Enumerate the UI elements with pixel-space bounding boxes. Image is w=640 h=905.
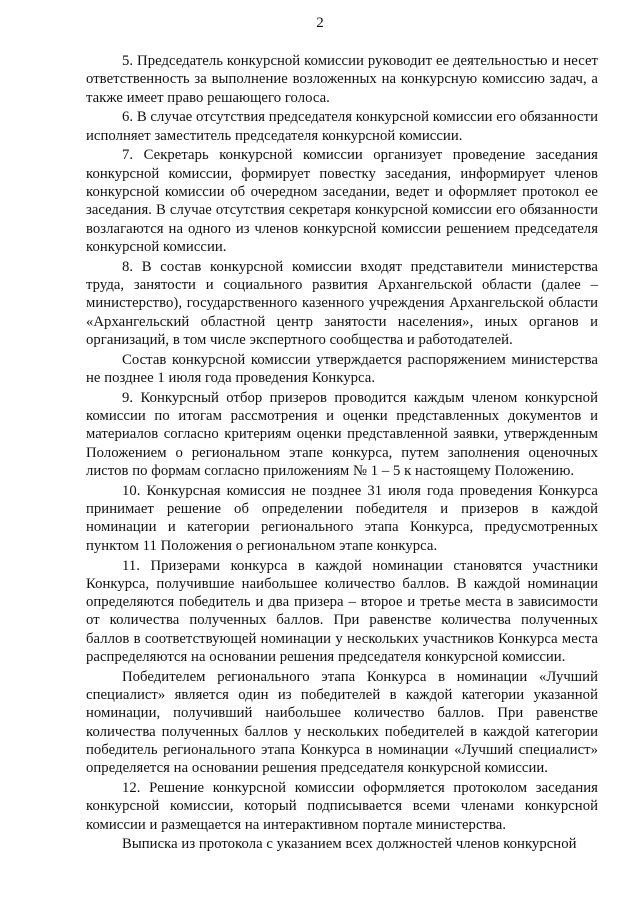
paragraph-11: 11. Призерами конкурса в каждой номинации становятся участники Конкурса, получившие наибольшее количество баллов. В каждой номинации определяются победитель и два призера – второе и третье места в зависимости от количества полученных баллов. При равенстве количества полученных баллов в соответствующей номинации у нескольких участников Конкурса места распределяются на основании решения председателя конкурсной комиссии. <box>86 557 598 665</box>
paragraph-12: 12. Решение конкурсной комиссии оформляется протоколом заседания конкурсной комиссии, который подписывается всеми членами конкурсной комиссии и размещается на интерактивном портале министерства. <box>86 780 598 833</box>
paragraph-8-composition: Состав конкурсной комиссии утверждается распоряжением министерства не позднее 1 июля года проведения Конкурса. <box>86 351 598 387</box>
page-number: 2 <box>316 15 324 31</box>
paragraph-11-winner: Победителем регионального этапа Конкурса в номинации «Лучший специалист» является один из победителей в каждой категории указанной номинации, получивший наибольшее количество баллов. При равенстве количества полученных баллов у нескольких победителей в каждой категории победитель регионального этапа Конкурса в номинации «Лучший специалист» определяется на основании решения председателя конкурсной комиссии. <box>86 668 598 777</box>
paragraph-12-extract: Выписка из протокола с указанием всех должностей членов конкурсной <box>122 836 577 853</box>
paragraph-10: 10. Конкурсная комиссия не позднее 31 июля года проведения Конкурса принимает решение об определении победителя и призеров в каждой номинации и категории регионального этапа Конкурса, предусмотренных пунктом 11 Положения о региональном этапе конкурса. <box>86 482 598 554</box>
paragraph-5: 5. Председатель конкурсной комиссии руководит ее деятельностью и несет ответственность за выполнение возложенных на конкурсную комиссию задач, а также имеет право решающего голоса. <box>86 53 598 106</box>
paragraph-7: 7. Секретарь конкурсной комиссии организует проведение заседания конкурсной комиссии, формирует повестку заседания, информирует членов конкурсной комиссии об очередном заседании, ведет и оформляет протокол ее заседания. В случае отсутствия секретаря конкурсной комиссии его обязанности возлагаются на одного из членов конкурсной комиссии решением председателя конкурсной комиссии. <box>86 147 598 255</box>
document-body <box>86 52 598 855</box>
paragraph-9: 9. Конкурсный отбор призеров проводится каждым членом конкурсной комиссии по итогам рассмотрения и оценки представленных документов и материалов согласно критериям оценки представленной заявки, утвержденным Положением о региональном этапе конкурса, путем заполнения оценочных листов по формам согласно приложениям № 1 – 5 к настоящему Положению. <box>86 389 598 480</box>
paragraph-8: 8. В состав конкурсной комиссии входят представители министерства труда, занятости и социального развития Архангельской области (далее – министерство), государственного казенного учреждения Архангельской области «Архангельский областной центр занятости населения», иных органов и организаций, в том числе экспертного сообщества и работодателей. <box>86 258 598 348</box>
paragraph-6: 6. В случае отсутствия председателя конкурсной комиссии его обязанности исполняет заместитель председателя конкурсной комиссии. <box>86 109 598 144</box>
